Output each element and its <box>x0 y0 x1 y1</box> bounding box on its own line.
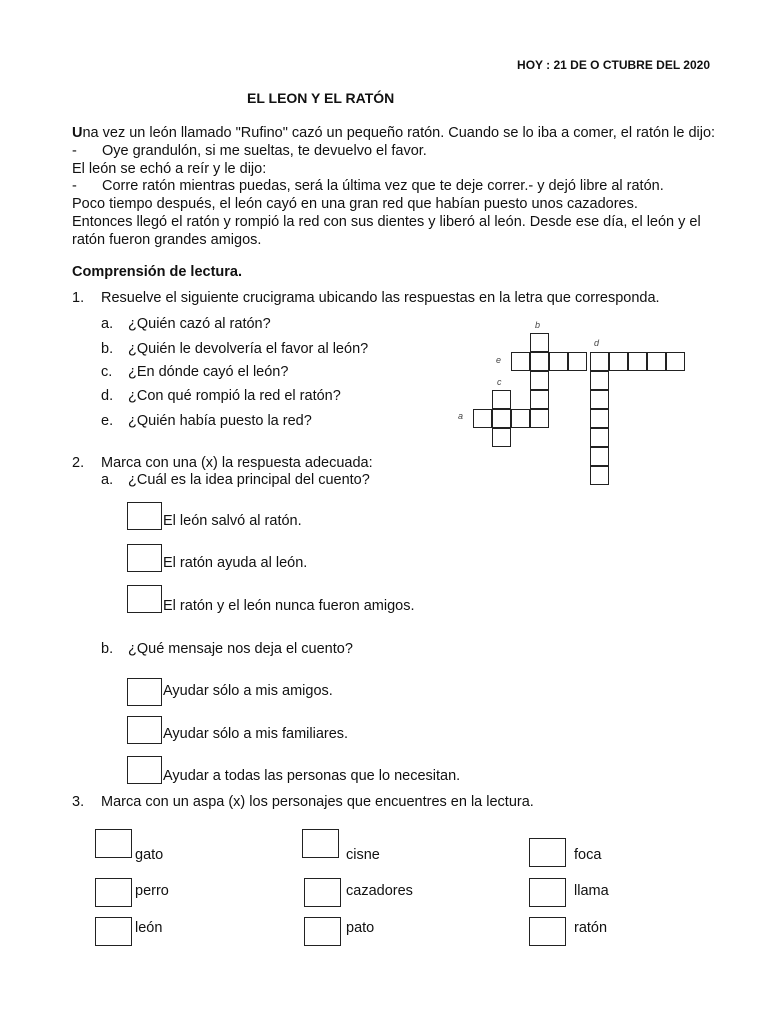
crossword-cell[interactable] <box>511 409 530 428</box>
q1-item-b <box>101 341 368 357</box>
q2b-option-2: Ayudar sólo a mis familiares. <box>163 726 349 742</box>
q1-number: 1. <box>72 290 85 306</box>
q2-prompt <box>72 455 373 471</box>
q1-item-d <box>101 388 341 404</box>
story-paragraph-4: Entonces llegó el ratón y rompió la red con sus dientes y liberó al león. Desde ese día, el león y el ratón fueron grandes amigos. <box>72 213 701 248</box>
crossword-label-e: e <box>496 355 502 365</box>
character-checkbox[interactable] <box>304 878 341 907</box>
character-cazadores: cazadores <box>346 883 413 899</box>
crossword-cell[interactable] <box>530 333 549 352</box>
crossword-cell[interactable] <box>473 409 492 428</box>
dialog-1-text: Oye grandulón, si me sueltas, te devuelvo el favor. <box>102 142 427 159</box>
date-header: HOY : 21 DE O CTUBRE DEL 2020 <box>517 58 710 72</box>
q1-item-a <box>101 316 271 332</box>
character-pato: pato <box>346 920 375 936</box>
q2b-option-3: Ayudar a todas las personas que lo necesitan. <box>163 768 461 784</box>
dialog-2-text: Corre ratón mientras puedas, será la última vez que te deje correr.- y dejó libre al ratón. <box>102 178 664 195</box>
q3-prompt <box>72 794 534 810</box>
q1-item-letter: c. <box>101 364 113 380</box>
character-checkbox[interactable] <box>95 829 132 858</box>
q2a-prompt <box>101 472 370 488</box>
q1-item-text: ¿Quién había puesto la red? <box>128 413 312 429</box>
crossword-cell[interactable] <box>590 409 609 428</box>
character-checkbox[interactable] <box>529 838 566 867</box>
q2a-option-1: El león salvó al ratón. <box>163 513 302 529</box>
character-raton: ratón <box>574 920 608 936</box>
q1-item-text: ¿Quién cazó al ratón? <box>128 316 271 332</box>
answer-checkbox[interactable] <box>127 502 162 530</box>
crossword-cell[interactable] <box>590 371 609 390</box>
story-dialog-2 <box>72 178 732 196</box>
crossword-cell[interactable] <box>590 352 609 371</box>
story-title: EL LEON Y EL RATÓN <box>247 90 395 106</box>
crossword-cell[interactable] <box>590 447 609 466</box>
crossword-cell[interactable] <box>492 390 511 409</box>
crossword-cell[interactable] <box>549 352 568 371</box>
q1-item-letter: e. <box>101 413 114 429</box>
story-p1-text: na vez un león llamado "Rufino" cazó un pequeño ratón. Cuando se lo iba a comer, el ratón le dijo: <box>82 125 716 141</box>
character-checkbox[interactable] <box>529 878 566 907</box>
crossword-cell[interactable] <box>628 352 647 371</box>
crossword-cell[interactable] <box>590 428 609 447</box>
character-checkbox[interactable] <box>529 917 566 946</box>
q2b-option-1: Ayudar sólo a mis amigos. <box>163 683 333 699</box>
q2a-text: ¿Cuál es la idea principal del cuento? <box>128 472 370 488</box>
q2b-letter: b. <box>101 641 114 657</box>
crossword-label-d: d <box>594 338 600 348</box>
dash: - <box>72 178 77 195</box>
q2a-option-3: El ratón y el león nunca fueron amigos. <box>163 598 415 614</box>
crossword-cell[interactable] <box>530 409 549 428</box>
section-title: Comprensión de lectura. <box>72 264 243 280</box>
crossword-cell[interactable] <box>647 352 666 371</box>
answer-checkbox[interactable] <box>127 716 162 744</box>
q1-text: Resuelve el siguiente crucigrama ubicando las respuestas en la letra que corresponda. <box>101 290 660 306</box>
q2b-text: ¿Qué mensaje nos deja el cuento? <box>128 641 353 657</box>
character-perro: perro <box>135 883 169 899</box>
crossword-cell[interactable] <box>511 352 530 371</box>
character-checkbox[interactable] <box>95 917 132 946</box>
crossword-cell[interactable] <box>666 352 685 371</box>
q3-text: Marca con un aspa (x) los personajes que encuentres en la lectura. <box>101 794 534 810</box>
q1-item-e <box>101 413 312 429</box>
answer-checkbox[interactable] <box>127 544 162 572</box>
crossword-cell[interactable] <box>530 390 549 409</box>
crossword-cell[interactable] <box>590 390 609 409</box>
q2a-option-2: El ratón ayuda al león. <box>163 555 308 571</box>
crossword-cell[interactable] <box>568 352 587 371</box>
story-text <box>72 125 732 250</box>
dash: - <box>72 142 77 159</box>
q1-item-text: ¿En dónde cayó el león? <box>128 364 289 380</box>
q3-number: 3. <box>72 794 85 810</box>
story-paragraph-3: Poco tiempo después, el león cayó en una gran red que habían puesto unos cazadores. <box>72 196 638 213</box>
crossword-cell[interactable] <box>609 352 628 371</box>
character-cisne: cisne <box>346 847 380 863</box>
story-dialog-1 <box>72 143 732 161</box>
crossword-cell[interactable] <box>492 428 511 447</box>
q1-item-letter: b. <box>101 341 114 357</box>
character-leon: león <box>135 920 163 936</box>
answer-checkbox[interactable] <box>127 585 162 613</box>
q2b-prompt <box>101 641 353 657</box>
crossword-cell[interactable] <box>492 409 511 428</box>
q1-item-letter: a. <box>101 316 114 332</box>
character-checkbox[interactable] <box>302 829 339 858</box>
story-paragraph-1 <box>72 125 732 143</box>
crossword-cell[interactable] <box>530 371 549 390</box>
q1-item-text: ¿Quién le devolvería el favor al león? <box>128 341 369 357</box>
crossword-label-b: b <box>535 320 541 330</box>
answer-checkbox[interactable] <box>127 756 162 784</box>
story-paragraph-2: El león se echó a reír y le dijo: <box>72 160 267 177</box>
q1-prompt <box>72 290 660 306</box>
q2-number: 2. <box>72 455 85 471</box>
character-checkbox[interactable] <box>95 878 132 907</box>
character-checkbox[interactable] <box>304 917 341 946</box>
crossword-cell[interactable] <box>530 352 549 371</box>
q2-text: Marca con una (x) la respuesta adecuada: <box>101 455 373 471</box>
q1-item-c <box>101 364 288 380</box>
crossword-label-a: a <box>458 411 464 421</box>
character-llama: llama <box>574 883 609 899</box>
crossword-label-c: c <box>497 377 502 387</box>
drop-letter: U <box>72 125 83 141</box>
answer-checkbox[interactable] <box>127 678 162 706</box>
q1-item-text: ¿Con qué rompió la red el ratón? <box>128 388 341 404</box>
crossword-cell[interactable] <box>590 466 609 485</box>
character-foca: foca <box>574 847 602 863</box>
q1-item-letter: d. <box>101 388 114 404</box>
q2a-letter: a. <box>101 472 114 488</box>
character-gato: gato <box>135 847 164 863</box>
